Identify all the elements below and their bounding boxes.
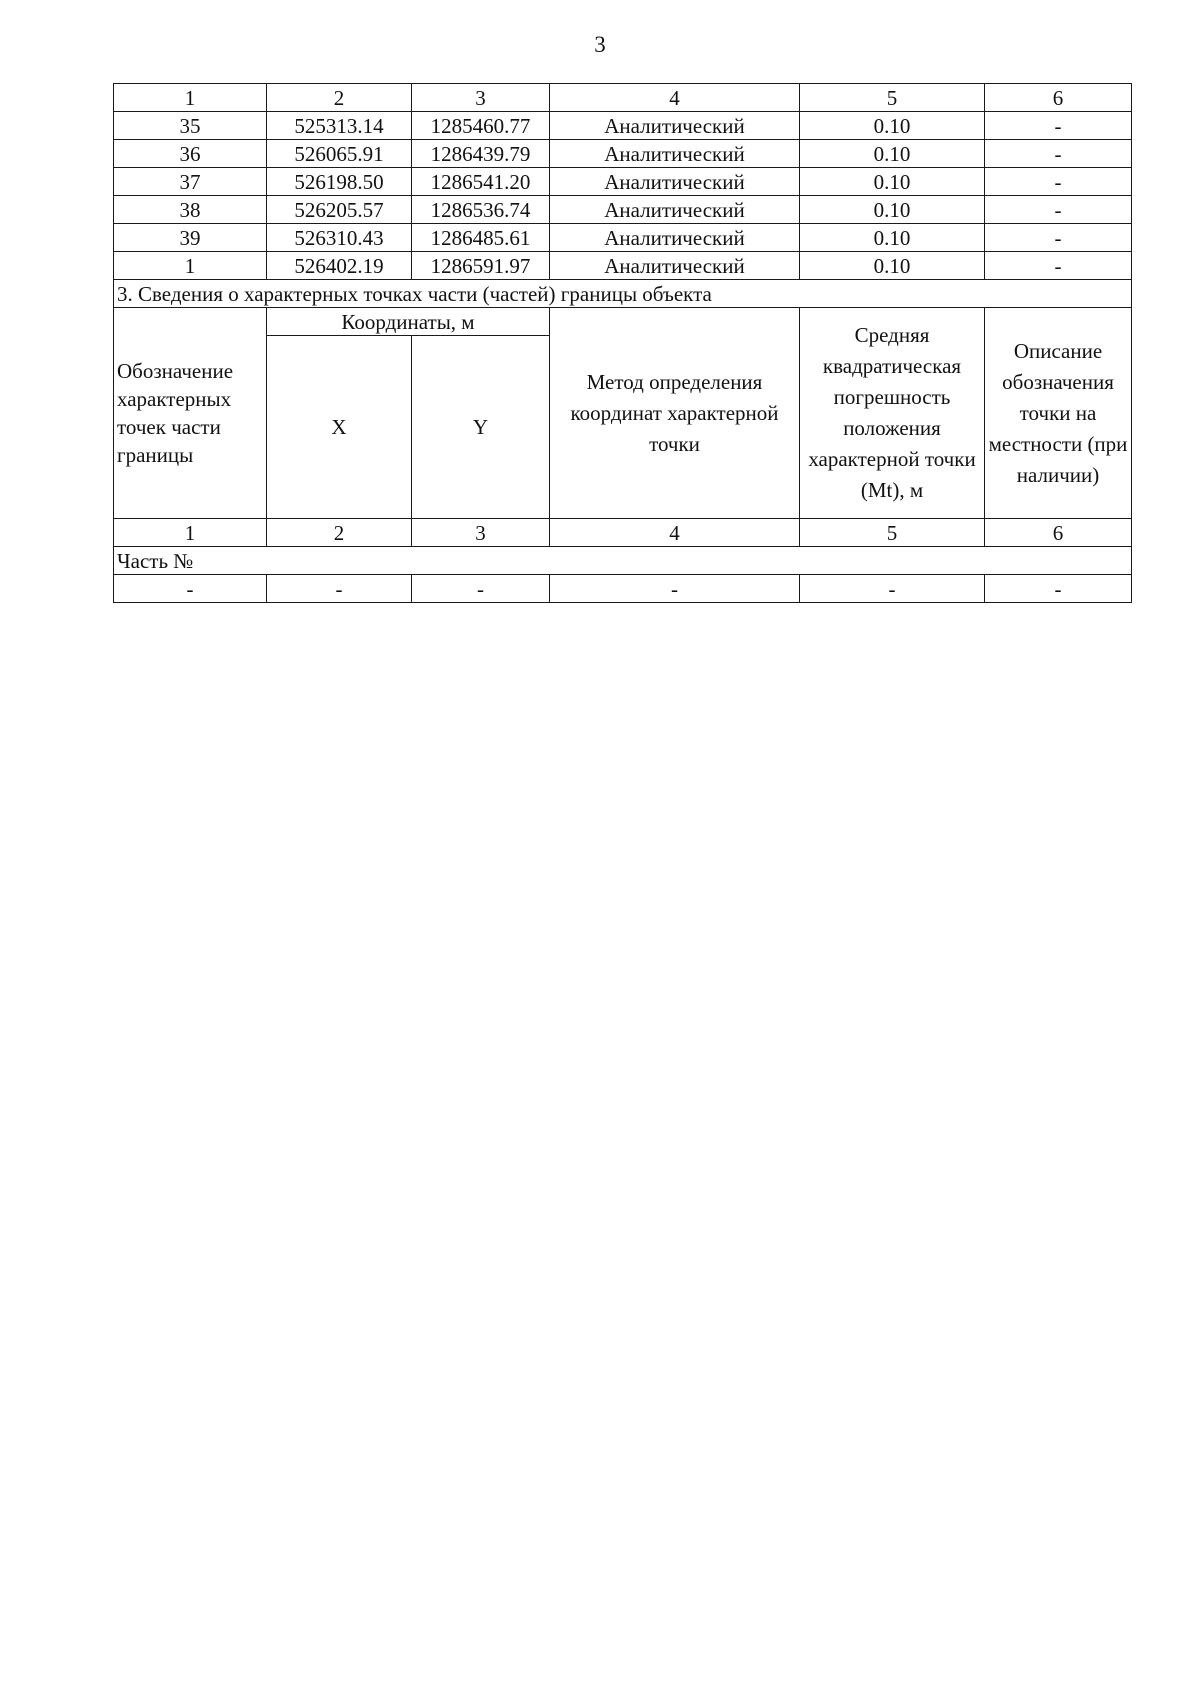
empty-cell: - — [412, 575, 550, 603]
table-row — [114, 196, 1132, 224]
part-label: Часть № — [114, 547, 1132, 575]
empty-cell: - — [985, 575, 1132, 603]
description: - — [985, 252, 1132, 280]
coordinates-table — [113, 83, 1132, 603]
method: Аналитический — [550, 112, 800, 140]
table-row — [114, 168, 1132, 196]
method: Аналитический — [550, 168, 800, 196]
column-number: 4 — [550, 84, 800, 112]
method: Аналитический — [550, 140, 800, 168]
column-number: 2 — [267, 84, 412, 112]
column-number: 6 — [985, 519, 1132, 547]
point-id: 35 — [114, 112, 267, 140]
designation-header: Обозначение характерных точек части границы — [114, 308, 267, 519]
point-id: 1 — [114, 252, 267, 280]
error-header: Средняя квадратическая погрешность положения характерной точки (Mt), м — [800, 308, 985, 519]
coordinates-header: Координаты, м — [267, 308, 550, 336]
table-row — [114, 252, 1132, 280]
x-coordinate: 525313.14 — [267, 112, 412, 140]
description-header: Описание обозначения точки на местности (при наличии) — [985, 308, 1132, 519]
description: - — [985, 168, 1132, 196]
description: - — [985, 224, 1132, 252]
table-row — [114, 575, 1132, 603]
description: - — [985, 196, 1132, 224]
x-coordinate: 526402.19 — [267, 252, 412, 280]
point-id: 37 — [114, 168, 267, 196]
empty-cell: - — [114, 575, 267, 603]
x-coordinate: 526198.50 — [267, 168, 412, 196]
x-coordinate: 526310.43 — [267, 224, 412, 252]
column-number: 5 — [800, 519, 985, 547]
point-id: 38 — [114, 196, 267, 224]
column-number: 5 — [800, 84, 985, 112]
x-coordinate: 526065.91 — [267, 140, 412, 168]
error-value: 0.10 — [800, 168, 985, 196]
error-value: 0.10 — [800, 196, 985, 224]
method: Аналитический — [550, 196, 800, 224]
y-coordinate: 1286591.97 — [412, 252, 550, 280]
y-coordinate: 1286439.79 — [412, 140, 550, 168]
empty-cell: - — [800, 575, 985, 603]
section-3-title: 3. Сведения о характерных точках части (частей) границы объекта — [114, 280, 1132, 308]
header-row-top — [114, 308, 1132, 336]
error-value: 0.10 — [800, 112, 985, 140]
y-coordinate: 1285460.77 — [412, 112, 550, 140]
y-coordinate: 1286541.20 — [412, 168, 550, 196]
error-value: 0.10 — [800, 252, 985, 280]
column-number: 1 — [114, 84, 267, 112]
description: - — [985, 140, 1132, 168]
y-header: Y — [412, 336, 550, 519]
empty-cell: - — [550, 575, 800, 603]
y-coordinate: 1286485.61 — [412, 224, 550, 252]
method: Аналитический — [550, 224, 800, 252]
point-id: 39 — [114, 224, 267, 252]
error-value: 0.10 — [800, 140, 985, 168]
method-header: Метод определения координат характерной точки — [550, 308, 800, 519]
column-number: 6 — [985, 84, 1132, 112]
column-number-row — [114, 519, 1132, 547]
column-number: 2 — [267, 519, 412, 547]
part-label-row — [114, 547, 1132, 575]
column-number: 1 — [114, 519, 267, 547]
y-coordinate: 1286536.74 — [412, 196, 550, 224]
x-coordinate: 526205.57 — [267, 196, 412, 224]
column-number-row — [114, 84, 1132, 112]
empty-cell: - — [267, 575, 412, 603]
method: Аналитический — [550, 252, 800, 280]
column-number: 4 — [550, 519, 800, 547]
point-id: 36 — [114, 140, 267, 168]
x-header: X — [267, 336, 412, 519]
error-value: 0.10 — [800, 224, 985, 252]
column-number: 3 — [412, 519, 550, 547]
page-number: 3 — [594, 32, 606, 57]
section-title-row — [114, 280, 1132, 308]
table-row — [114, 224, 1132, 252]
table-row — [114, 140, 1132, 168]
column-number: 3 — [412, 84, 550, 112]
description: - — [985, 112, 1132, 140]
table-row — [114, 112, 1132, 140]
